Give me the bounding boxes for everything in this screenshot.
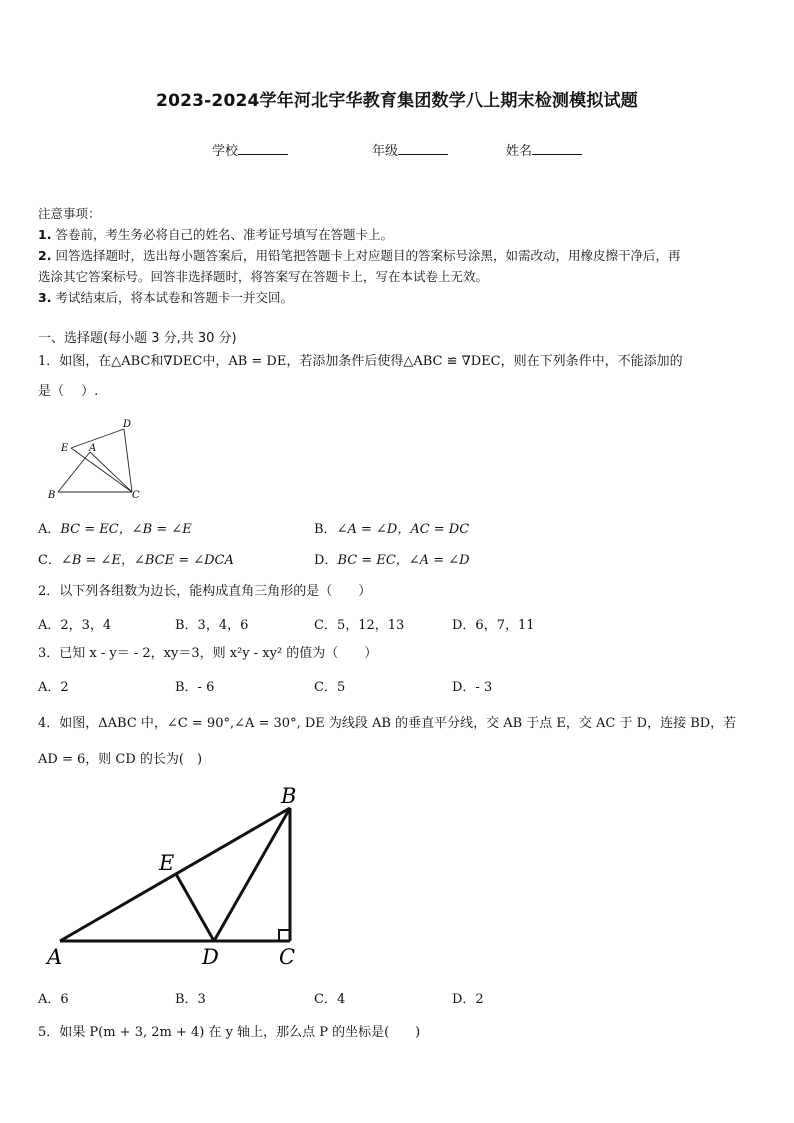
q1-label-b: B: [48, 490, 56, 501]
note-item: 2. 回答选择题时，选出每小题答案后，用铅笔把答题卡上对应题目的答案标号涂黑，如需改动，用橡皮擦干净后，再: [38, 248, 681, 263]
school-label: 学校: [212, 144, 239, 159]
question-4-line2: AD = 6，则 CD 的长为( ): [38, 752, 203, 767]
q4-option-d[interactable]: D．2: [452, 992, 484, 1007]
school-field: [212, 140, 288, 159]
question-1: [38, 347, 758, 407]
q3-option-d[interactable]: D．- 3: [452, 680, 493, 695]
q1-label-e: E: [61, 443, 69, 454]
q1-option-d[interactable]: D．BC = EC，∠A = ∠D: [314, 553, 470, 568]
q4-figure: [38, 782, 338, 972]
q4-options: [38, 988, 758, 1010]
q1-options-row1: [38, 518, 758, 540]
name-blank: [532, 142, 582, 155]
note-item: 1. 答卷前，考生务必将自己的姓名、准考证号填写在答题卡上。: [38, 227, 393, 242]
q1-label-a: A: [89, 443, 97, 454]
q4-option-c[interactable]: C．4: [314, 992, 346, 1007]
grade-blank: [398, 142, 448, 155]
page-title: 2023-2024学年河北宇华教育集团数学八上期末检测模拟试题: [156, 91, 638, 111]
q1-option-c[interactable]: C．∠B = ∠E，∠BCE = ∠DCA: [38, 553, 234, 568]
q2-option-d[interactable]: D．6，7，11: [452, 618, 535, 633]
question-5: 5．如果 P(m + 3, 2m + 4) 在 y 轴上，那么点 P 的坐标是( ): [38, 1025, 421, 1040]
name-label: 姓名: [506, 144, 533, 159]
school-blank: [238, 142, 288, 155]
q4-label-a: A: [47, 945, 63, 969]
q1-option-b[interactable]: B．∠A = ∠D，AC = DC: [314, 522, 470, 537]
q3-options: [38, 676, 758, 698]
q4-option-b[interactable]: B．3: [175, 992, 206, 1007]
grade-field: [372, 140, 448, 159]
grade-label: 年级: [372, 144, 399, 159]
q3-option-a[interactable]: A．2: [38, 680, 69, 695]
q4-label-c: C: [279, 945, 296, 969]
q4-label-b: B: [281, 784, 297, 808]
q1-figure: [38, 415, 158, 507]
q4-label-e: E: [159, 851, 175, 875]
q3-option-b[interactable]: B．- 6: [175, 680, 215, 695]
question-4-line1: 4．如图，ΔABC 中，∠C = 90°,∠A = 30°, DE 为线段 AB 的垂直平分线，交 AB 于点 E，交 AC 于 D，连接 BD，若: [38, 716, 737, 731]
q2-options: [38, 614, 758, 636]
question-1-line2: 是（ ）.: [38, 384, 99, 399]
name-field: [506, 140, 582, 159]
q4-option-a[interactable]: A．6: [38, 992, 69, 1007]
notes-heading: 注意事项：: [38, 206, 101, 221]
question-3: 3．已知 x - y＝ - 2，xy＝3，则 x²y - xy² 的值为（ ）: [38, 646, 378, 661]
q1-label-c: C: [132, 490, 140, 501]
section-heading: 一、选择题(每小题 3 分,共 30 分): [38, 331, 237, 346]
q4-label-d: D: [202, 945, 219, 969]
q2-option-c[interactable]: C．5，12，13: [314, 618, 405, 633]
question-1-line1: 1．如图，在△ABC和∇DEC中，AB = DE，若添加条件后使得△ABC ≌ ∇DEC，则在下列条件中，不能添加的: [38, 354, 683, 369]
q2-option-b[interactable]: B．3，4，6: [175, 618, 249, 633]
note-item: 选涂其它答案标号。回答非选择题时，将答案写在答题卡上，写在本试卷上无效。: [38, 269, 489, 284]
q1-options-row2: [38, 549, 758, 571]
q3-option-c[interactable]: C．5: [314, 680, 346, 695]
q1-label-d: D: [123, 419, 132, 430]
note-item: 3. 考试结束后，将本试卷和答题卡一并交回。: [38, 290, 293, 305]
exam-notes: [38, 203, 758, 308]
q1-option-a[interactable]: A．BC = EC，∠B = ∠E: [38, 522, 192, 537]
question-4: [38, 706, 758, 778]
question-2: 2．以下列各组数为边长，能构成直角三角形的是（ ）: [38, 584, 372, 599]
q2-option-a[interactable]: A．2，3，4: [38, 618, 112, 633]
